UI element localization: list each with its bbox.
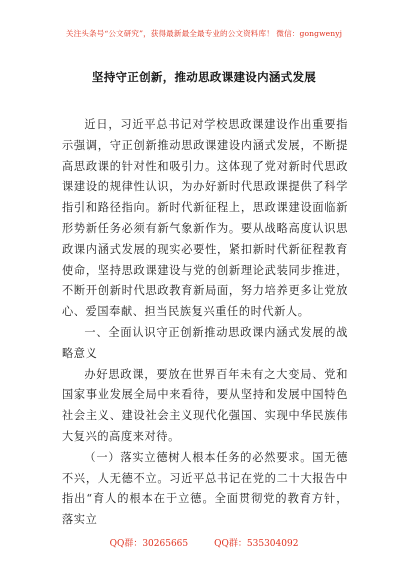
header-banner: 关注头条号“公文研究”，获得最新最全最专业的公文资料库！ 微信：gongwenyj (65, 29, 343, 38)
document-title: 坚持守正创新，推动思政课建设内涵式发展 (91, 70, 317, 84)
paragraph-section-1: 办好思政课，要放在世界百年未有之大变局、党和国家事业发展全局中来看待，要从坚持和发展中国特色社会主义、建设社会主义现代化强国、实现中华民族伟大复兴的高度来对待。 (62, 367, 348, 443)
document-body (62, 115, 348, 531)
section-heading-1: 一、全面认识守正创新推动思政课内涵式发展的战略意义 (62, 325, 348, 360)
footer (0, 536, 408, 549)
footer-qq-group-1: QQ群：30265665 (109, 539, 189, 549)
paragraph-intro: 近日，习近平总书记对学校思政课建设作出重要指示强调，守正创新推动思政课建设内涵式发展，不断提高思政课的针对性和吸引力。这体现了党对新时代思政课建设的规律性认识，为办好新时代思政课提供了科学指引和路径指向。新时代新征程上，思政课建设面临新形势新任务必须有新气象新作为。要从战略高度认识思政课内涵式发展的现实必要性，紧扣新时代新征程教育使命，坚持思政课建设与党的创新理论武装同步推进，不断开创新时代思政教育新局面，努力培养更多让党放心、爱国奉献、担当民族复兴重任的时代新人。 (62, 118, 348, 319)
footer-qq-group-2: QQ群：535304092 (214, 539, 299, 549)
paragraph-subsection-1: （一）落实立德树人根本任务的必然要求。国无德不兴，人无德不立。习近平总书记在党的二十大报告中指出“育人的根本在于立德。全面贯彻党的教育方针，落实立 (62, 450, 348, 527)
